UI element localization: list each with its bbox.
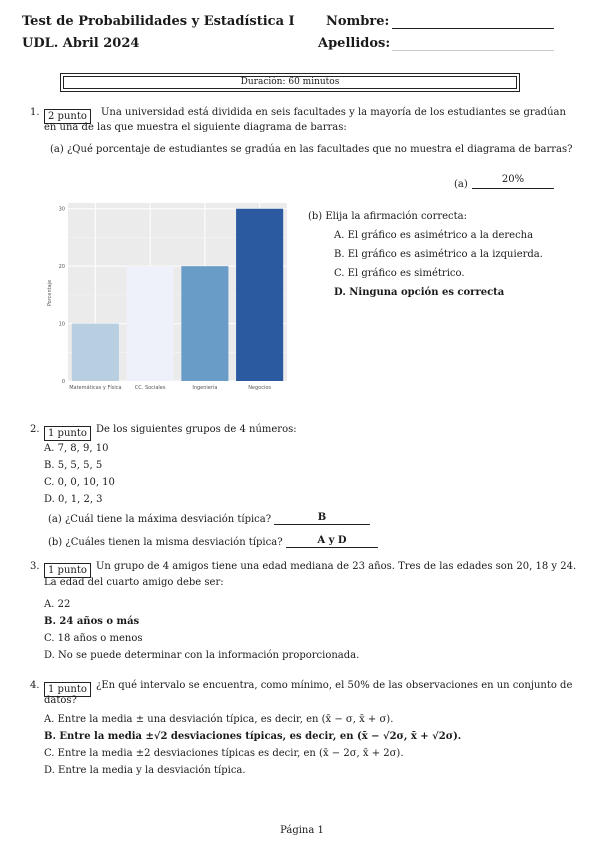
q1-text-line1: Una universidad está dividida en seis facultades y la mayoría de los estudiantes se gradúan	[101, 107, 566, 118]
q1-number: 1.	[30, 107, 40, 118]
q2b-question: (b) ¿Cuáles tienen la misma desviación típica?	[48, 537, 283, 548]
q3-text-line2: La edad del cuarto amigo debe ser:	[44, 577, 224, 588]
duration-text: Duración: 60 minutos	[63, 76, 517, 89]
q3-number: 3.	[30, 561, 40, 572]
q1b-option-a[interactable]: A. El gráfico es asimétrico a la derecha	[334, 230, 534, 241]
q2-option-b[interactable]: B. 5, 5, 5, 5	[44, 460, 103, 471]
apellidos-label: Apellidos:	[318, 36, 391, 51]
q2-text: De los siguientes grupos de 4 números:	[96, 424, 297, 435]
x-ticks	[69, 384, 271, 391]
x-tick-label-3: Negocios	[248, 385, 272, 391]
q1a-question: (a) ¿Qué porcentaje de estudiantes se gradúa en las facultades que no muestra el diagrama de barras?	[50, 144, 573, 155]
q1a-answer-line	[472, 188, 554, 189]
q2-option-d[interactable]: D. 0, 1, 2, 3	[44, 494, 103, 505]
y-tick-label-0: 0	[61, 379, 65, 385]
q2b-answer-line	[286, 547, 378, 548]
y-tick-label-2: 20	[58, 264, 65, 271]
apellidos-field[interactable]	[392, 50, 554, 51]
nombre-field[interactable]	[392, 28, 554, 29]
nombre-label: Nombre:	[326, 14, 390, 29]
q1b-option-c[interactable]: C. El gráfico es simétrico.	[334, 268, 465, 279]
bar-0	[72, 324, 119, 381]
q2-number: 2.	[30, 424, 40, 435]
bar-1	[127, 266, 174, 381]
q2a-answer-line	[274, 524, 370, 525]
q2-option-a[interactable]: A. 7, 8, 9, 10	[44, 443, 109, 454]
q3-points: 1 punto	[44, 563, 91, 578]
q3-option-b[interactable]: B. 24 años o más	[44, 616, 140, 627]
q3-option-d[interactable]: D. No se puede determinar con la información proporcionada.	[44, 650, 360, 661]
y-tick-label-3: 30	[58, 206, 65, 213]
faculty-bar-chart	[42, 195, 292, 407]
test-subtitle: UDL. Abril 2024	[22, 36, 140, 51]
q1b-prompt: (b) Elija la afirmación correcta:	[308, 211, 468, 222]
q1-text-line2: en una de las que muestra el siguiente diagrama de barras:	[44, 122, 347, 133]
q3-text-line1: Un grupo de 4 amigos tiene una edad mediana de 23 años. Tres de las edades son 20, 18 y 24.	[96, 561, 577, 572]
bar-3	[236, 209, 283, 381]
q2-option-c[interactable]: C. 0, 0, 10, 10	[44, 477, 115, 488]
test-title: Test de Probabilidades y Estadística I	[22, 14, 295, 29]
q4-option-c[interactable]: C. Entre la media ±2 desviaciones típicas es decir, en (x̄ − 2σ, x̄ + 2σ).	[44, 748, 404, 759]
q1-points: 2 punto	[44, 109, 91, 124]
q4-text-line2: datos?	[44, 695, 77, 706]
q4-option-a[interactable]: A. Entre la media ± una desviación típica, es decir, en (x̄ − σ, x̄ + σ).	[44, 714, 394, 725]
q1a-answer: 20%	[501, 174, 525, 185]
q3-option-c[interactable]: C. 18 años o menos	[44, 633, 143, 644]
x-tick-label-0: Matemáticas y Física	[69, 385, 122, 391]
q4-text-line1: ¿En qué intervalo se encuentra, como mínimo, el 50% de las observaciones en un conjunto de	[96, 680, 573, 691]
q1b-option-b[interactable]: B. El gráfico es asimétrico a la izquierda.	[334, 249, 543, 260]
page-number: Página 1	[280, 825, 324, 836]
bar-2	[181, 266, 228, 381]
q2-points: 1 punto	[44, 426, 91, 441]
q2b-answer: A y D	[317, 535, 347, 546]
x-tick-label-2: Ingeniería	[192, 385, 218, 391]
q1a-label: (a)	[454, 179, 468, 190]
y-ticks	[59, 207, 65, 385]
q4-points: 1 punto	[44, 682, 91, 697]
duration-box	[60, 73, 520, 92]
y-tick-label-1: 10	[58, 321, 65, 328]
q3-option-a[interactable]: A. 22	[44, 599, 71, 610]
q4-option-d[interactable]: D. Entre la media y la desviación típica.	[44, 765, 246, 776]
q2a-question: (a) ¿Cuál tiene la máxima desviación típica?	[48, 514, 272, 525]
y-axis-label: Porcentaje	[47, 279, 53, 307]
q2a-answer: B	[317, 512, 327, 523]
q4-number: 4.	[30, 680, 40, 691]
q4-option-b[interactable]: B. Entre la media ±√2 desviaciones típicas, es decir, en (x̄ − √2σ, x̄ + √2σ).	[44, 731, 462, 742]
x-tick-label-1: CC. Sociales	[134, 385, 166, 391]
q1b-option-d[interactable]: D. Ninguna opción es correcta	[334, 287, 505, 298]
